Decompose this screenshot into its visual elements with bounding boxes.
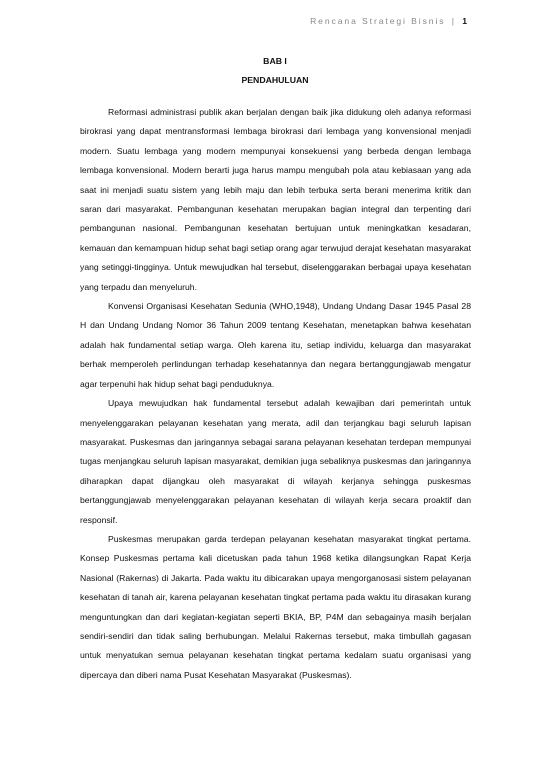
paragraph: Konvensi Organisasi Kesehatan Sedunia (WHO,1948), Undang Undang Dasar 1945 Pasal 28 H dan Undang Undang Nomor 36 Tahun 2009 tentang Kesehatan, menetapkan bahwa kesehatan adalah hak fundamental setiap warga. Oleh karena itu, setiap individu, keluarga dan masyarakat berhak memperoleh perlindungan terhadap kesehatannya dan negara bertanggungjawab mengatur agar terpenuhi hak hidup sehat bagi penduduknya. (80, 301, 471, 389)
chapter-heading: BAB I (263, 56, 287, 66)
section-title: PENDAHULUAN (241, 75, 309, 85)
paragraph: Puskesmas merupakan garda terdepan pelayanan kesehatan masyarakat tingkat pertama. Konsep Puskesmas pertama kali dicetuskan pada tahun 1968 ketika dilangsungkan Rapat Kerja Nasional (Rakernas) di Jakarta. Pada waktu itu dibicarakan upaya mengorganosasi sistem pelayanan kesehatan di tanah air, karena pelayanan kesehatan tingkat pertama pada waktu itu dirasakan kurang menguntungkan dan dari kegiatan-kegiatan seperti BKIA, BP, P4M dan sebagainya masih berjalan sendiri-sendiri dan tidak saling berhubungan. Melalui Rakernas tersebut, maka timbullah gagasan untuk menyatukan semua pelayanan kesehatan tingkat pertama kedalam suatu organisasi yang dipercaya dan diberi nama Pusat Kesehatan Masyarakat (Puskesmas). (80, 533, 471, 680)
running-title: Rencana Strategi Bisnis (310, 16, 446, 26)
header-separator: | (451, 16, 456, 26)
page-number: 1 (462, 16, 467, 26)
paragraph: Reformasi administrasi publik akan berjalan dengan baik jika didukung oleh adanya reformasi birokrasi yang dapat mentransformasi lembaga birokrasi dari lembaga yang konvensional menjadi modern. Suatu lembaga yang modern mempunyai konsekuensi yang berbeda dengan lembaga lembaga konvensional. Modern berarti juga harus mampu mengubah pola atau kebiasaan yang ada saat ini menjadi suatu sistem yang lebih maju dan lebih terbuka serta berani menerima kritik dan saran dari masyarakat. Pembangunan kesehatan merupakan bagian integral dan terpenting dari pembangunan nasional. Pembangunan kesehatan bertujuan untuk meningkatkan kesadaran, kemauan dan kemampuan hidup sehat bagi setiap orang agar terwujud derajat kesehatan masyarakat yang setinggi-tingginya. Untuk mewujudkan hal tersebut, diselenggarakan berbagai upaya kesehatan yang terpadu dan menyeluruh. (80, 107, 471, 292)
page-header (310, 16, 467, 26)
body-text (80, 103, 471, 685)
paragraph: Upaya mewujudkan hak fundamental tersebut adalah kewajiban dari pemerintah untuk menyelenggarakan pelayanan kesehatan yang merata, adil dan terjangkau bagi seluruh lapisan masyarakat. Puskesmas dan jaringannya sebagai sarana pelayanan kesehatan terdepan mempunyai tugas menjangkau seluruh lapisan masyarakat, demikian juga sebaliknya puskesmas dan jaringannya diharapkan dapat dijangkau oleh masyarakat di wilayah kerjanya sehingga puskesmas bertanggungjawab menyelenggarakan pelayanan kesehatan di wilayah kerja secara proaktif dan responsif. (80, 398, 471, 525)
